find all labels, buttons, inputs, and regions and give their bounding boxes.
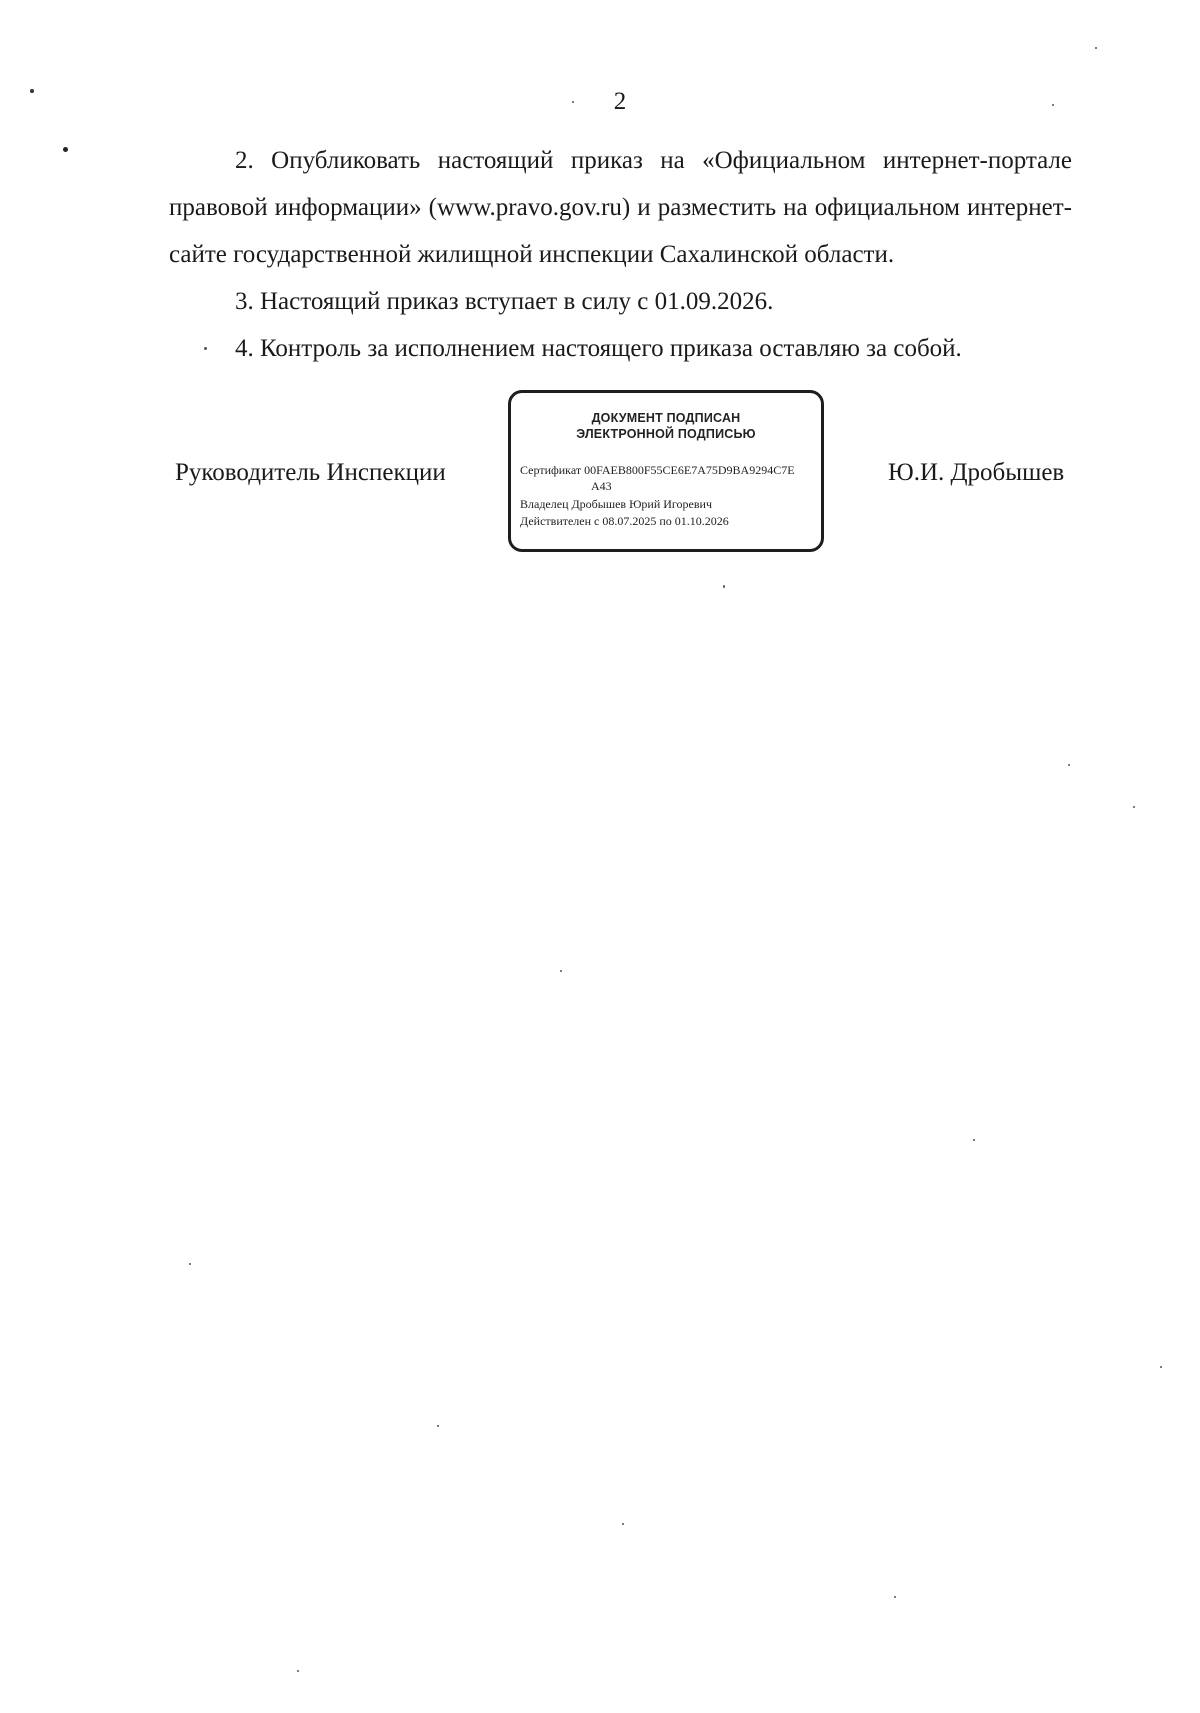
scan-speck bbox=[30, 89, 34, 93]
paragraph-effective-date: 3. Настоящий приказ вступает в силу с 01.09.2026. bbox=[235, 288, 774, 315]
scan-speck bbox=[1052, 104, 1054, 106]
signature-block bbox=[0, 390, 1200, 560]
scan-speck bbox=[1095, 47, 1097, 49]
stamp-title bbox=[511, 410, 821, 442]
scan-speck bbox=[894, 1596, 896, 1598]
signer-name: Ю.И. Дробышев bbox=[888, 459, 1065, 486]
scan-speck bbox=[437, 1425, 439, 1427]
scan-speck bbox=[1068, 764, 1070, 766]
paragraph-publish: 2. Опубликовать настоящий приказ на «Официальном интернет-портале правовой информации» (www.pravo.gov.ru) и разместить на официальном интернет-сайте государственной жилищной инспекции Сахалинской области. bbox=[169, 147, 1072, 268]
stamp-title-line: ДОКУМЕНТ ПОДПИСАН bbox=[591, 411, 741, 425]
scan-speck bbox=[189, 1263, 191, 1265]
stamp-owner: Владелец Дробышев Юрий Игоревич bbox=[520, 497, 712, 511]
stamp-validity: Действителен с 08.07.2025 по 01.10.2026 bbox=[520, 514, 729, 528]
signer-position: Руководитель Инспекции bbox=[175, 459, 446, 486]
scan-speck bbox=[1160, 1366, 1162, 1368]
stamp-title-line: ЭЛЕКТРОННОЙ ПОДПИСЬЮ bbox=[576, 427, 756, 441]
paragraph-control: 4. Контроль за исполнением настоящего приказа оставляю за собой. bbox=[235, 335, 962, 362]
scan-speck bbox=[297, 1670, 299, 1672]
scan-speck bbox=[622, 1523, 624, 1525]
scan-speck bbox=[63, 147, 68, 152]
stamp-certificate-tail: A43 bbox=[591, 479, 612, 493]
scan-speck bbox=[204, 347, 207, 350]
page-number: 2 bbox=[613, 88, 627, 115]
scan-speck bbox=[572, 101, 574, 103]
scan-speck bbox=[560, 970, 562, 972]
scan-speck bbox=[723, 585, 725, 588]
stamp-certificate: Сертификат 00FAEB800F55CE6E7A75D9BA9294C7E bbox=[520, 463, 795, 477]
scan-speck bbox=[973, 1139, 975, 1141]
electronic-signature-stamp bbox=[508, 390, 824, 552]
scan-speck bbox=[1133, 806, 1135, 808]
